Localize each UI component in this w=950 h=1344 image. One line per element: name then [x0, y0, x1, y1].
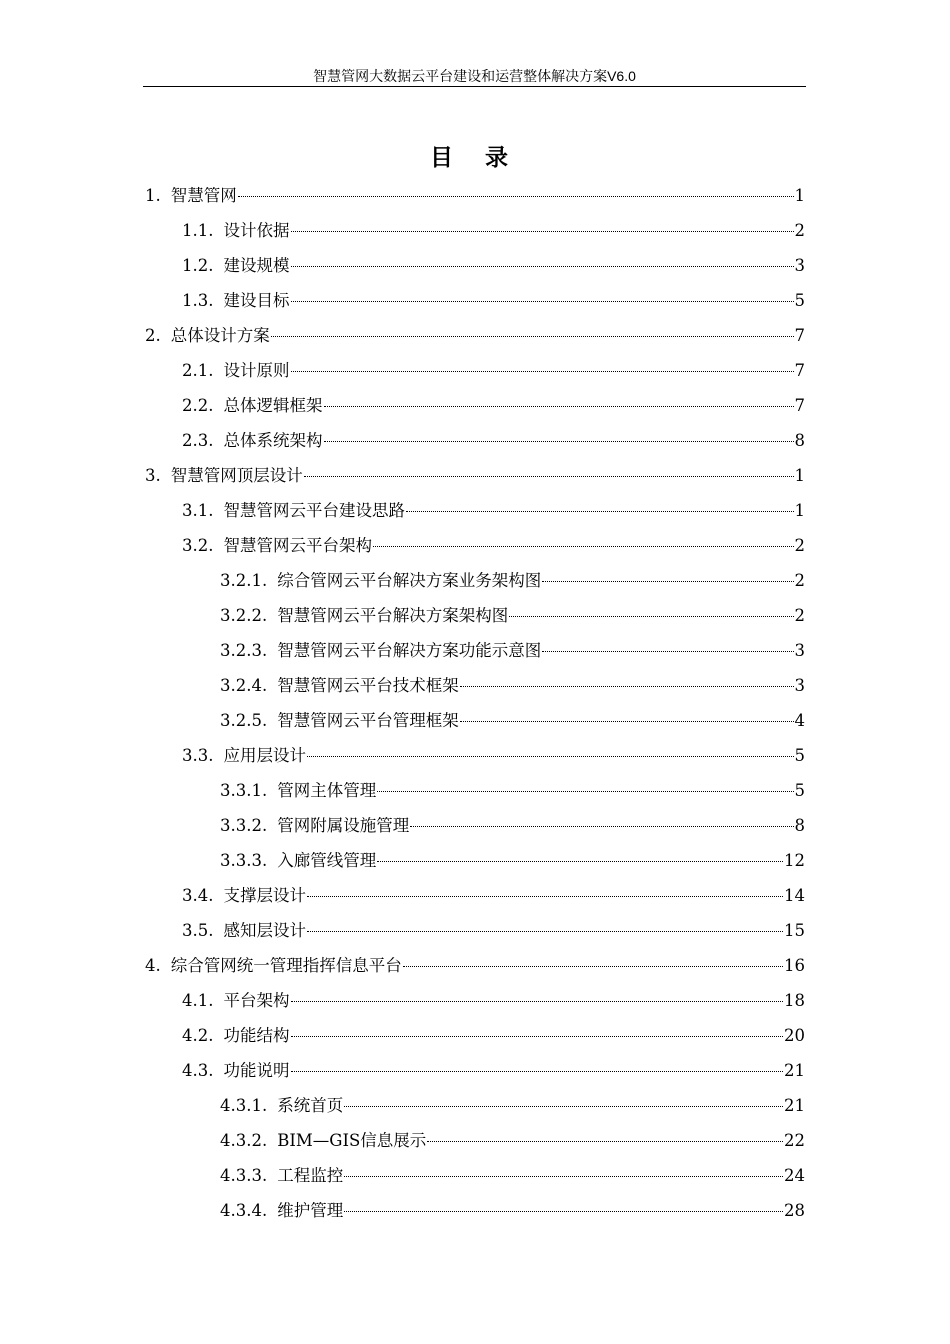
toc-entry[interactable]	[220, 1200, 805, 1222]
dot-leader	[291, 370, 794, 372]
entry-number: 1.3.	[182, 291, 214, 310]
dot-leader	[307, 755, 794, 757]
entry-number: 3.2.5.	[220, 711, 268, 730]
entry-title: 总体逻辑框架	[223, 396, 323, 415]
dot-leader	[427, 1140, 783, 1142]
dot-leader	[344, 1175, 783, 1177]
toc-entry[interactable]	[182, 1060, 805, 1082]
toc-entry[interactable]	[182, 360, 805, 382]
toc-entry[interactable]	[220, 815, 805, 837]
entry-number: 3.2.1.	[220, 571, 268, 590]
entry-page: 3	[794, 256, 805, 275]
entry-page: 24	[784, 1166, 805, 1185]
entry-title: 设计依据	[223, 221, 290, 240]
entry-number: 2.3.	[182, 431, 214, 450]
entry-number: 1.2.	[182, 256, 214, 275]
dot-leader	[460, 720, 794, 722]
entry-title: 智慧管网云平台建设思路	[223, 501, 405, 520]
entry-page: 5	[794, 291, 805, 310]
entry-title: 总体系统架构	[223, 431, 323, 450]
toc-entry[interactable]	[145, 465, 805, 487]
dot-leader	[403, 965, 783, 967]
entry-title: 智慧管网云平台解决方案架构图	[277, 606, 509, 625]
dot-leader	[410, 825, 793, 827]
dot-leader	[291, 300, 794, 302]
entry-title: 功能结构	[223, 1026, 290, 1045]
entry-title: 功能说明	[223, 1061, 290, 1080]
dot-leader	[460, 685, 794, 687]
dot-leader	[304, 475, 794, 477]
dot-leader	[271, 335, 794, 337]
entry-page: 22	[784, 1131, 805, 1150]
entry-page: 5	[794, 781, 805, 800]
dot-leader	[542, 650, 793, 652]
dot-leader	[291, 230, 794, 232]
entry-page: 1	[794, 186, 805, 205]
entry-page: 21	[784, 1061, 805, 1080]
entry-page: 1	[794, 501, 805, 520]
toc-entry[interactable]	[220, 1130, 805, 1152]
entry-page: 4	[794, 711, 805, 730]
page-header	[143, 66, 806, 87]
entry-page: 21	[784, 1096, 805, 1115]
toc-entry[interactable]	[220, 710, 805, 732]
entry-number: 4.3.	[182, 1061, 214, 1080]
entry-title: 建设规模	[223, 256, 290, 275]
dot-leader	[344, 1105, 783, 1107]
entry-title: 智慧管网云平台架构	[223, 536, 372, 555]
entry-number: 3.3.	[182, 746, 214, 765]
toc-entry[interactable]	[182, 745, 805, 767]
toc-entry[interactable]	[145, 185, 805, 207]
entry-title: 平台架构	[223, 991, 290, 1010]
entry-number: 3.2.2.	[220, 606, 268, 625]
toc-entry[interactable]	[145, 955, 805, 977]
entry-page: 16	[784, 956, 805, 975]
entry-page: 14	[784, 886, 805, 905]
dot-leader	[509, 615, 793, 617]
entry-page: 7	[794, 396, 805, 415]
entry-title: 支撑层设计	[223, 886, 306, 905]
toc-entry[interactable]	[182, 255, 805, 277]
entry-number: 3.2.3.	[220, 641, 268, 660]
entry-title: 总体设计方案	[170, 326, 270, 345]
entry-number: 3.3.1.	[220, 781, 268, 800]
toc-entry[interactable]	[220, 605, 805, 627]
toc-title: 目 录	[429, 144, 520, 171]
entry-title: 应用层设计	[223, 746, 306, 765]
dot-leader	[377, 790, 793, 792]
entry-number: 3.1.	[182, 501, 214, 520]
entry-number: 4.3.2.	[220, 1131, 268, 1150]
toc-entry[interactable]	[220, 850, 805, 872]
dot-leader	[291, 1035, 784, 1037]
entry-number: 4.3.3.	[220, 1166, 268, 1185]
toc-entry[interactable]	[220, 780, 805, 802]
entry-title: 入廊管线管理	[277, 851, 377, 870]
entry-number: 3.	[145, 466, 161, 485]
entry-page: 3	[794, 676, 805, 695]
entry-page: 7	[794, 361, 805, 380]
entry-number: 2.2.	[182, 396, 214, 415]
entry-page: 15	[784, 921, 805, 940]
entry-number: 4.1.	[182, 991, 214, 1010]
dot-leader	[542, 580, 793, 582]
entry-page: 8	[794, 816, 805, 835]
dot-leader	[291, 265, 794, 267]
entry-page: 7	[794, 326, 805, 345]
entry-title: 设计原则	[223, 361, 290, 380]
dot-leader	[307, 895, 783, 897]
entry-number: 3.3.3.	[220, 851, 268, 870]
entry-page: 28	[784, 1201, 805, 1220]
toc-entry[interactable]	[182, 290, 805, 312]
toc-entry[interactable]	[220, 570, 805, 592]
entry-number: 3.2.4.	[220, 676, 268, 695]
entry-number: 3.2.	[182, 536, 214, 555]
dot-leader	[291, 1070, 784, 1072]
entry-title: 管网附属设施管理	[277, 816, 410, 835]
entry-page: 2	[794, 571, 805, 590]
toc-entry[interactable]	[182, 395, 805, 417]
dot-leader	[377, 860, 783, 862]
toc-entry[interactable]	[182, 500, 805, 522]
toc-entry[interactable]	[182, 885, 805, 907]
toc-entry[interactable]	[182, 1025, 805, 1047]
toc-entry[interactable]	[182, 990, 805, 1012]
entry-page: 12	[784, 851, 805, 870]
entry-title: 智慧管网云平台解决方案功能示意图	[277, 641, 542, 660]
entry-page: 2	[794, 606, 805, 625]
entry-page: 8	[794, 431, 805, 450]
dot-leader	[238, 195, 794, 197]
dot-leader	[373, 545, 794, 547]
entry-title: 系统首页	[277, 1096, 344, 1115]
entry-page: 5	[794, 746, 805, 765]
entry-title: 建设目标	[223, 291, 290, 310]
toc-entry[interactable]	[182, 430, 805, 452]
dot-leader	[406, 510, 794, 512]
entry-page: 3	[794, 641, 805, 660]
entry-number: 4.	[145, 956, 161, 975]
entry-title: 智慧管网云平台管理框架	[277, 711, 459, 730]
toc-entry[interactable]	[145, 325, 805, 347]
toc-entry[interactable]	[182, 220, 805, 242]
toc-entry[interactable]	[220, 675, 805, 697]
entry-page: 2	[794, 221, 805, 240]
dot-leader	[291, 1000, 784, 1002]
entry-number: 2.	[145, 326, 161, 345]
entry-page: 20	[784, 1026, 805, 1045]
entry-title: 综合管网统一管理指挥信息平台	[170, 956, 402, 975]
header-title: 智慧管网大数据云平台建设和运营整体解决方案	[313, 69, 608, 85]
dot-leader	[324, 405, 794, 407]
entry-number: 3.4.	[182, 886, 214, 905]
entry-title: 管网主体管理	[277, 781, 377, 800]
entry-title: 智慧管网云平台技术框架	[277, 676, 459, 695]
entry-number: 3.5.	[182, 921, 214, 940]
entry-title: 维护管理	[277, 1201, 344, 1220]
toc-entry[interactable]	[220, 1095, 805, 1117]
dot-leader	[307, 930, 783, 932]
entry-number: 4.3.1.	[220, 1096, 268, 1115]
entry-number: 1.	[145, 186, 161, 205]
entry-number: 3.3.2.	[220, 816, 268, 835]
entry-number: 1.1.	[182, 221, 214, 240]
entry-title: 工程监控	[277, 1166, 344, 1185]
dot-leader	[344, 1210, 783, 1212]
entry-title: 综合管网云平台解决方案业务架构图	[277, 571, 542, 590]
entry-title: BIM—GIS信息展示	[277, 1131, 427, 1150]
entry-page: 1	[794, 466, 805, 485]
entry-number: 4.2.	[182, 1026, 214, 1045]
entry-title: 智慧管网	[170, 186, 237, 205]
entry-number: 4.3.4.	[220, 1201, 268, 1220]
entry-page: 2	[794, 536, 805, 555]
entry-number: 2.1.	[182, 361, 214, 380]
toc-entry[interactable]	[182, 920, 805, 942]
entry-title: 智慧管网顶层设计	[170, 466, 303, 485]
toc-entry[interactable]	[220, 1165, 805, 1187]
entry-page: 18	[784, 991, 805, 1010]
dot-leader	[324, 440, 794, 442]
entry-title: 感知层设计	[223, 921, 306, 940]
toc-entry[interactable]	[220, 640, 805, 662]
toc-entry[interactable]	[182, 535, 805, 557]
header-version: V6.0	[607, 68, 636, 84]
